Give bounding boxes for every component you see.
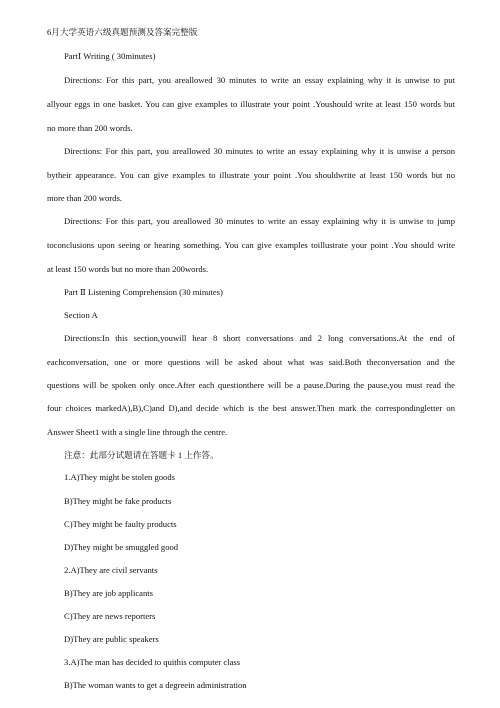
directions-3-line-3: at least 150 words but no more than 200words.	[47, 264, 209, 274]
q2-option-d: D)They are public speakers	[64, 634, 159, 644]
directions-4-line-1: Directions:In this section,youwill hear 8 short conversations and 2 long conversations.At the end of	[64, 333, 455, 343]
directions-4-line-5: Answer Sheet1 with a single line through the centre.	[47, 427, 228, 437]
q1-option-a: 1.A)They might be stolen goods	[64, 472, 175, 482]
q3-option-b: B)The woman wants to get a degreein administration	[64, 680, 247, 690]
q2-option-c: C)They are news reporters	[64, 611, 156, 621]
q2-option-a: 2.A)They are civil servants	[64, 565, 158, 575]
q2-option-b: B)They are job applicants	[64, 588, 154, 598]
q1-option-d: D)They might be smuggled good	[64, 542, 179, 552]
directions-4-line-3: questions will be spoken only once.After each questionthere will be a pause.During the pause,you must read the	[47, 380, 455, 390]
directions-2-line-1: Directions: For this part, you areallowed 30 minutes to write an essay explaining why it is unwise a person	[64, 146, 455, 156]
q1-option-b: B)They might be fake products	[64, 496, 172, 506]
directions-3-line-2: toconclusions upon seeing or hearing something. You can give examples toillustrate your point .You should write	[47, 240, 455, 250]
answer-sheet-note: 注意：此部分试题请在答题卡 1 上作答。	[64, 450, 219, 460]
directions-3-line-1: Directions: For this part, you areallowed 30 minutes to write an essay explaining why it is unwise to jump	[64, 216, 455, 226]
doc-title: 6月大学英语六级真题预测及答案完整版	[47, 27, 198, 37]
listening-heading: Part Ⅱ Listening Comprehension (30 minutes)	[64, 287, 223, 297]
directions-1-line-1: Directions: For this part, you areallowed 30 minutes to write an essay explaining why it is unwise to put	[64, 75, 455, 85]
directions-1-line-3: no more than 200 words.	[47, 123, 133, 133]
section-a-heading: Section A	[64, 310, 98, 320]
directions-2-line-2: bytheir appearance. You can give examples to illustrate your point .You shouldwrite at least 150 words but no	[47, 170, 455, 180]
q3-option-a: 3.A)The man has decided to quithis computer class	[64, 657, 241, 667]
directions-4-line-2: eachconversation, one or more questions will be asked about what was said.Both theconversation and the	[47, 357, 455, 367]
q1-option-c: C)They might be faulty products	[64, 519, 177, 529]
directions-4-line-4: four choices markedA),B),C)and D),and decide which is the best answer.Then mark the correspondingletter on	[47, 403, 455, 413]
writing-heading: PartⅠ Writing ( 30minutes)	[64, 51, 156, 61]
directions-2-line-3: more than 200 words.	[47, 193, 122, 203]
directions-1-line-2: allyour eggs in one basket. You can give examples to illustrate your point .Youshould write at least 150 words but	[47, 99, 455, 109]
